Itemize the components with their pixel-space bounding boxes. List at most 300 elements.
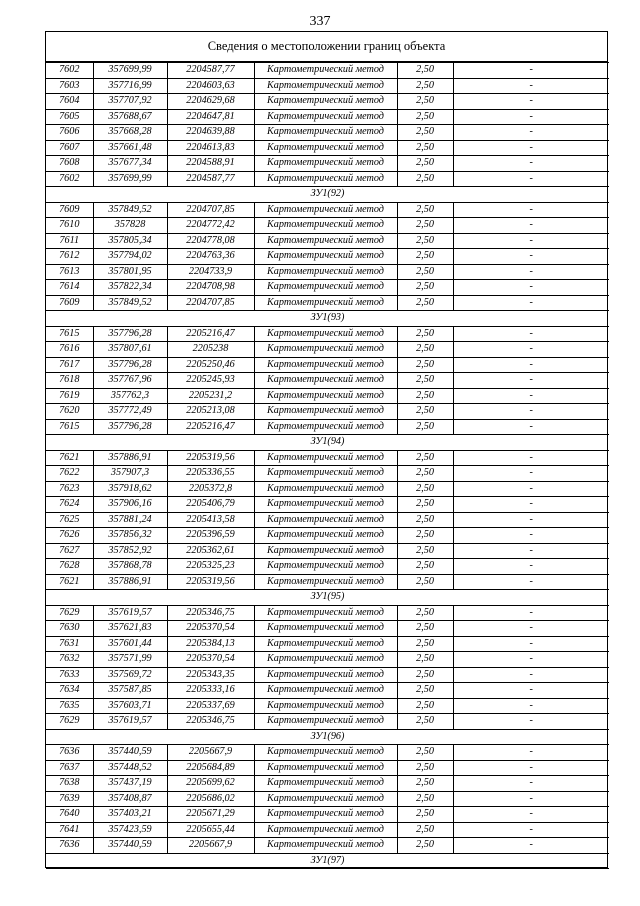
method-cell: Картометрический метод — [254, 838, 397, 854]
point-number-cell: 7628 — [46, 559, 93, 575]
x-coordinate-cell: 357688,67 — [93, 109, 167, 125]
description-cell: - — [453, 94, 609, 110]
table-row — [46, 140, 609, 156]
method-cell: Картометрический метод — [254, 109, 397, 125]
accuracy-cell: 2,50 — [397, 512, 453, 528]
accuracy-cell: 2,50 — [397, 760, 453, 776]
y-coordinate-cell: 2205370,54 — [167, 621, 254, 637]
table-row — [46, 543, 609, 559]
table-row — [46, 342, 609, 358]
x-coordinate-cell: 357437,19 — [93, 776, 167, 792]
method-cell: Картометрический метод — [254, 466, 397, 482]
table-row — [46, 78, 609, 94]
description-cell: - — [453, 698, 609, 714]
point-number-cell: 7629 — [46, 605, 93, 621]
description-cell: - — [453, 63, 609, 79]
x-coordinate-cell: 357716,99 — [93, 78, 167, 94]
method-cell: Картометрический метод — [254, 450, 397, 466]
description-cell: - — [453, 280, 609, 296]
table-row — [46, 636, 609, 652]
x-coordinate-cell: 357906,16 — [93, 497, 167, 513]
table-row — [46, 218, 609, 234]
y-coordinate-cell: 2204639,88 — [167, 125, 254, 141]
method-cell: Картометрический метод — [254, 667, 397, 683]
y-coordinate-cell: 2205346,75 — [167, 714, 254, 730]
method-cell: Картометрический метод — [254, 156, 397, 172]
table-row — [46, 326, 609, 342]
point-number-cell: 7621 — [46, 450, 93, 466]
method-cell: Картометрический метод — [254, 419, 397, 435]
description-cell: - — [453, 357, 609, 373]
y-coordinate-cell: 2205336,55 — [167, 466, 254, 482]
method-cell: Картометрический метод — [254, 807, 397, 823]
y-coordinate-cell: 2205216,47 — [167, 419, 254, 435]
description-cell: - — [453, 512, 609, 528]
table-row — [46, 652, 609, 668]
description-cell: - — [453, 202, 609, 218]
section-label-row — [46, 729, 609, 745]
x-coordinate-cell: 357881,24 — [93, 512, 167, 528]
method-cell: Картометрический метод — [254, 822, 397, 838]
accuracy-cell: 2,50 — [397, 466, 453, 482]
method-cell: Картометрический метод — [254, 94, 397, 110]
section-label-row — [46, 590, 609, 606]
table-row — [46, 404, 609, 420]
table-row — [46, 605, 609, 621]
method-cell: Картометрический метод — [254, 559, 397, 575]
x-coordinate-cell: 357621,83 — [93, 621, 167, 637]
y-coordinate-cell: 2205333,16 — [167, 683, 254, 699]
point-number-cell: 7605 — [46, 109, 93, 125]
x-coordinate-cell: 357907,3 — [93, 466, 167, 482]
point-number-cell: 7608 — [46, 156, 93, 172]
table-row — [46, 419, 609, 435]
point-number-cell: 7623 — [46, 481, 93, 497]
accuracy-cell: 2,50 — [397, 156, 453, 172]
table-body — [46, 63, 609, 869]
y-coordinate-cell: 2205699,62 — [167, 776, 254, 792]
x-coordinate-cell: 357805,34 — [93, 233, 167, 249]
x-coordinate-cell: 357440,59 — [93, 745, 167, 761]
y-coordinate-cell: 2204647,81 — [167, 109, 254, 125]
y-coordinate-cell: 2205337,69 — [167, 698, 254, 714]
method-cell: Картометрический метод — [254, 202, 397, 218]
section-label-row — [46, 311, 609, 327]
accuracy-cell: 2,50 — [397, 559, 453, 575]
point-number-cell: 7640 — [46, 807, 93, 823]
method-cell: Картометрический метод — [254, 388, 397, 404]
x-coordinate-cell: 357403,21 — [93, 807, 167, 823]
x-coordinate-cell: 357849,52 — [93, 295, 167, 311]
x-coordinate-cell: 357587,85 — [93, 683, 167, 699]
x-coordinate-cell: 357440,59 — [93, 838, 167, 854]
accuracy-cell: 2,50 — [397, 419, 453, 435]
point-number-cell: 7629 — [46, 714, 93, 730]
point-number-cell: 7627 — [46, 543, 93, 559]
table-row — [46, 202, 609, 218]
method-cell: Картометрический метод — [254, 295, 397, 311]
method-cell: Картометрический метод — [254, 543, 397, 559]
description-cell: - — [453, 233, 609, 249]
table-row — [46, 776, 609, 792]
description-cell: - — [453, 807, 609, 823]
point-number-cell: 7636 — [46, 745, 93, 761]
accuracy-cell: 2,50 — [397, 636, 453, 652]
description-cell: - — [453, 125, 609, 141]
point-number-cell: 7615 — [46, 419, 93, 435]
table-row — [46, 698, 609, 714]
method-cell: Картометрический метод — [254, 357, 397, 373]
method-cell: Картометрический метод — [254, 698, 397, 714]
section-label-row — [46, 435, 609, 451]
section-label-row — [46, 853, 609, 869]
table-row — [46, 249, 609, 265]
x-coordinate-cell: 357569,72 — [93, 667, 167, 683]
y-coordinate-cell: 2204763,36 — [167, 249, 254, 265]
description-cell: - — [453, 776, 609, 792]
point-number-cell: 7613 — [46, 264, 93, 280]
x-coordinate-cell: 357868,78 — [93, 559, 167, 575]
accuracy-cell: 2,50 — [397, 450, 453, 466]
table-caption: Сведения о местоположении границ объекта — [46, 32, 607, 62]
method-cell: Картометрический метод — [254, 373, 397, 389]
accuracy-cell: 2,50 — [397, 280, 453, 296]
point-number-cell: 7616 — [46, 342, 93, 358]
description-cell: - — [453, 295, 609, 311]
x-coordinate-cell: 357807,61 — [93, 342, 167, 358]
description-cell: - — [453, 791, 609, 807]
accuracy-cell: 2,50 — [397, 249, 453, 265]
y-coordinate-cell: 2204708,98 — [167, 280, 254, 296]
y-coordinate-cell: 2204587,77 — [167, 63, 254, 79]
point-number-cell: 7626 — [46, 528, 93, 544]
table-row — [46, 156, 609, 172]
point-number-cell: 7607 — [46, 140, 93, 156]
description-cell: - — [453, 528, 609, 544]
point-number-cell: 7619 — [46, 388, 93, 404]
point-number-cell: 7612 — [46, 249, 93, 265]
point-number-cell: 7603 — [46, 78, 93, 94]
point-number-cell: 7625 — [46, 512, 93, 528]
table-row — [46, 450, 609, 466]
x-coordinate-cell: 357661,48 — [93, 140, 167, 156]
accuracy-cell: 2,50 — [397, 683, 453, 699]
description-cell: - — [453, 264, 609, 280]
y-coordinate-cell: 2205346,75 — [167, 605, 254, 621]
x-coordinate-cell: 357849,52 — [93, 202, 167, 218]
accuracy-cell: 2,50 — [397, 357, 453, 373]
x-coordinate-cell: 357668,28 — [93, 125, 167, 141]
point-number-cell: 7609 — [46, 202, 93, 218]
description-cell: - — [453, 745, 609, 761]
y-coordinate-cell: 2205319,56 — [167, 450, 254, 466]
point-number-cell: 7639 — [46, 791, 93, 807]
point-number-cell: 7602 — [46, 63, 93, 79]
point-number-cell: 7638 — [46, 776, 93, 792]
accuracy-cell: 2,50 — [397, 404, 453, 420]
accuracy-cell: 2,50 — [397, 94, 453, 110]
x-coordinate-cell: 357767,96 — [93, 373, 167, 389]
description-cell: - — [453, 636, 609, 652]
method-cell: Картометрический метод — [254, 652, 397, 668]
method-cell: Картометрический метод — [254, 528, 397, 544]
point-number-cell: 7615 — [46, 326, 93, 342]
x-coordinate-cell: 357619,57 — [93, 714, 167, 730]
description-cell: - — [453, 450, 609, 466]
x-coordinate-cell: 357796,28 — [93, 419, 167, 435]
description-cell: - — [453, 419, 609, 435]
description-cell: - — [453, 559, 609, 575]
table-row — [46, 295, 609, 311]
point-number-cell: 7610 — [46, 218, 93, 234]
description-cell: - — [453, 109, 609, 125]
table-row — [46, 528, 609, 544]
table-row — [46, 264, 609, 280]
accuracy-cell: 2,50 — [397, 125, 453, 141]
point-number-cell: 7630 — [46, 621, 93, 637]
table-row — [46, 171, 609, 187]
x-coordinate-cell: 357423,59 — [93, 822, 167, 838]
table-row — [46, 745, 609, 761]
section-label: ЗУ1(93) — [46, 311, 609, 327]
method-cell: Картометрический метод — [254, 404, 397, 420]
description-cell: - — [453, 218, 609, 234]
x-coordinate-cell: 357448,52 — [93, 760, 167, 776]
accuracy-cell: 2,50 — [397, 63, 453, 79]
accuracy-cell: 2,50 — [397, 326, 453, 342]
accuracy-cell: 2,50 — [397, 714, 453, 730]
y-coordinate-cell: 2204772,42 — [167, 218, 254, 234]
description-cell: - — [453, 652, 609, 668]
point-number-cell: 7617 — [46, 357, 93, 373]
x-coordinate-cell: 357856,32 — [93, 528, 167, 544]
accuracy-cell: 2,50 — [397, 109, 453, 125]
accuracy-cell: 2,50 — [397, 264, 453, 280]
accuracy-cell: 2,50 — [397, 218, 453, 234]
point-number-cell: 7634 — [46, 683, 93, 699]
y-coordinate-cell: 2205686,02 — [167, 791, 254, 807]
x-coordinate-cell: 357677,34 — [93, 156, 167, 172]
method-cell: Картометрический метод — [254, 78, 397, 94]
method-cell: Картометрический метод — [254, 326, 397, 342]
accuracy-cell: 2,50 — [397, 745, 453, 761]
table-row — [46, 497, 609, 513]
y-coordinate-cell: 2205667,9 — [167, 745, 254, 761]
y-coordinate-cell: 2205362,61 — [167, 543, 254, 559]
table-row — [46, 481, 609, 497]
method-cell: Картометрический метод — [254, 264, 397, 280]
table-row — [46, 233, 609, 249]
accuracy-cell: 2,50 — [397, 667, 453, 683]
y-coordinate-cell: 2204603,63 — [167, 78, 254, 94]
table-row — [46, 63, 609, 79]
x-coordinate-cell: 357852,92 — [93, 543, 167, 559]
y-coordinate-cell: 2204707,85 — [167, 295, 254, 311]
y-coordinate-cell: 2205213,08 — [167, 404, 254, 420]
accuracy-cell: 2,50 — [397, 202, 453, 218]
y-coordinate-cell: 2205667,9 — [167, 838, 254, 854]
accuracy-cell: 2,50 — [397, 528, 453, 544]
point-number-cell: 7602 — [46, 171, 93, 187]
x-coordinate-cell: 357918,62 — [93, 481, 167, 497]
y-coordinate-cell: 2205325,23 — [167, 559, 254, 575]
description-cell: - — [453, 838, 609, 854]
accuracy-cell: 2,50 — [397, 140, 453, 156]
accuracy-cell: 2,50 — [397, 171, 453, 187]
method-cell: Картометрический метод — [254, 760, 397, 776]
table-row — [46, 94, 609, 110]
point-number-cell: 7606 — [46, 125, 93, 141]
x-coordinate-cell: 357886,91 — [93, 450, 167, 466]
x-coordinate-cell: 357699,99 — [93, 63, 167, 79]
description-cell: - — [453, 140, 609, 156]
point-number-cell: 7604 — [46, 94, 93, 110]
table-row — [46, 125, 609, 141]
section-label: ЗУ1(97) — [46, 853, 609, 869]
x-coordinate-cell: 357886,91 — [93, 574, 167, 590]
method-cell: Картометрический метод — [254, 791, 397, 807]
table-row — [46, 280, 609, 296]
table-row — [46, 373, 609, 389]
y-coordinate-cell: 2205396,59 — [167, 528, 254, 544]
description-cell: - — [453, 326, 609, 342]
x-coordinate-cell: 357828 — [93, 218, 167, 234]
accuracy-cell: 2,50 — [397, 807, 453, 823]
point-number-cell: 7631 — [46, 636, 93, 652]
method-cell: Картометрический метод — [254, 574, 397, 590]
method-cell: Картометрический метод — [254, 512, 397, 528]
method-cell: Картометрический метод — [254, 63, 397, 79]
y-coordinate-cell: 2204733,9 — [167, 264, 254, 280]
description-cell: - — [453, 574, 609, 590]
x-coordinate-cell: 357699,99 — [93, 171, 167, 187]
method-cell: Картометрический метод — [254, 125, 397, 141]
method-cell: Картометрический метод — [254, 342, 397, 358]
y-coordinate-cell: 2205245,93 — [167, 373, 254, 389]
description-cell: - — [453, 714, 609, 730]
accuracy-cell: 2,50 — [397, 342, 453, 358]
x-coordinate-cell: 357822,34 — [93, 280, 167, 296]
table-row — [46, 466, 609, 482]
table-row — [46, 822, 609, 838]
y-coordinate-cell: 2204778,08 — [167, 233, 254, 249]
method-cell: Картометрический метод — [254, 280, 397, 296]
table-row — [46, 714, 609, 730]
description-cell: - — [453, 249, 609, 265]
table-row — [46, 388, 609, 404]
section-label: ЗУ1(96) — [46, 729, 609, 745]
method-cell: Картометрический метод — [254, 605, 397, 621]
accuracy-cell: 2,50 — [397, 233, 453, 249]
point-number-cell: 7635 — [46, 698, 93, 714]
x-coordinate-cell: 357762,3 — [93, 388, 167, 404]
y-coordinate-cell: 2204587,77 — [167, 171, 254, 187]
point-number-cell: 7633 — [46, 667, 93, 683]
method-cell: Картометрический метод — [254, 683, 397, 699]
method-cell: Картометрический метод — [254, 233, 397, 249]
accuracy-cell: 2,50 — [397, 78, 453, 94]
x-coordinate-cell: 357772,49 — [93, 404, 167, 420]
accuracy-cell: 2,50 — [397, 776, 453, 792]
description-cell: - — [453, 760, 609, 776]
point-number-cell: 7620 — [46, 404, 93, 420]
x-coordinate-cell: 357707,92 — [93, 94, 167, 110]
y-coordinate-cell: 2205406,79 — [167, 497, 254, 513]
x-coordinate-cell: 357796,28 — [93, 326, 167, 342]
y-coordinate-cell: 2205370,54 — [167, 652, 254, 668]
method-cell: Картометрический метод — [254, 249, 397, 265]
method-cell: Картометрический метод — [254, 621, 397, 637]
accuracy-cell: 2,50 — [397, 652, 453, 668]
point-number-cell: 7621 — [46, 574, 93, 590]
point-number-cell: 7624 — [46, 497, 93, 513]
y-coordinate-cell: 2205384,13 — [167, 636, 254, 652]
description-cell: - — [453, 605, 609, 621]
y-coordinate-cell: 2204707,85 — [167, 202, 254, 218]
accuracy-cell: 2,50 — [397, 497, 453, 513]
y-coordinate-cell: 2205231,2 — [167, 388, 254, 404]
accuracy-cell: 2,50 — [397, 481, 453, 497]
accuracy-cell: 2,50 — [397, 388, 453, 404]
method-cell: Картометрический метод — [254, 745, 397, 761]
accuracy-cell: 2,50 — [397, 791, 453, 807]
boundary-table-frame — [45, 31, 608, 868]
method-cell: Картометрический метод — [254, 171, 397, 187]
boundary-coordinates-table — [46, 62, 609, 869]
accuracy-cell: 2,50 — [397, 543, 453, 559]
description-cell: - — [453, 543, 609, 559]
method-cell: Картометрический метод — [254, 636, 397, 652]
table-row — [46, 760, 609, 776]
x-coordinate-cell: 357571,99 — [93, 652, 167, 668]
point-number-cell: 7614 — [46, 280, 93, 296]
y-coordinate-cell: 2205319,56 — [167, 574, 254, 590]
point-number-cell: 7622 — [46, 466, 93, 482]
y-coordinate-cell: 2205671,29 — [167, 807, 254, 823]
table-row — [46, 621, 609, 637]
point-number-cell: 7611 — [46, 233, 93, 249]
description-cell: - — [453, 667, 609, 683]
table-row — [46, 357, 609, 373]
method-cell: Картометрический метод — [254, 218, 397, 234]
y-coordinate-cell: 2205343,35 — [167, 667, 254, 683]
accuracy-cell: 2,50 — [397, 574, 453, 590]
y-coordinate-cell: 2204629,68 — [167, 94, 254, 110]
table-row — [46, 807, 609, 823]
accuracy-cell: 2,50 — [397, 698, 453, 714]
page-number: 337 — [309, 14, 331, 29]
section-label: ЗУ1(94) — [46, 435, 609, 451]
description-cell: - — [453, 373, 609, 389]
method-cell: Картометрический метод — [254, 481, 397, 497]
description-cell: - — [453, 342, 609, 358]
y-coordinate-cell: 2205413,58 — [167, 512, 254, 528]
y-coordinate-cell: 2205250,46 — [167, 357, 254, 373]
table-row — [46, 791, 609, 807]
x-coordinate-cell: 357619,57 — [93, 605, 167, 621]
description-cell: - — [453, 78, 609, 94]
description-cell: - — [453, 156, 609, 172]
table-row — [46, 574, 609, 590]
section-label-row — [46, 187, 609, 203]
description-cell: - — [453, 822, 609, 838]
description-cell: - — [453, 388, 609, 404]
table-row — [46, 512, 609, 528]
description-cell: - — [453, 171, 609, 187]
y-coordinate-cell: 2205372,8 — [167, 481, 254, 497]
y-coordinate-cell: 2205655,44 — [167, 822, 254, 838]
table-row — [46, 109, 609, 125]
